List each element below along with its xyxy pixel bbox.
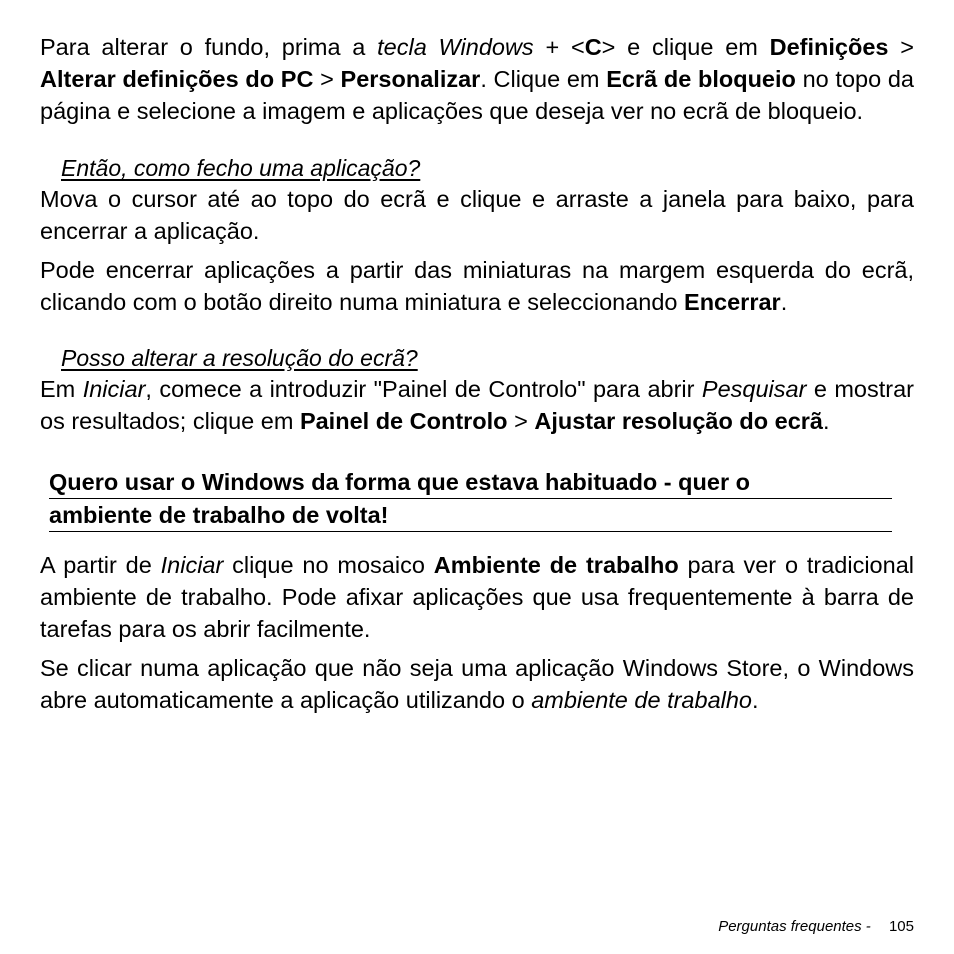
text-change-pc-settings: Alterar definições do PC (40, 66, 314, 92)
question-screen-resolution: Posso alterar a resolução do ecrã? (61, 345, 418, 371)
text-personalize: Personalizar (340, 66, 481, 92)
page-footer (718, 917, 914, 937)
text: no topo da página e selecione a imagem e aplicações que deseja ver no ecrã de bloqueio. (40, 66, 914, 124)
text: para ver o tradicional ambiente de trabalho. Pode afixar aplicações que usa frequentemente à barra de tarefas para os abrir facilmente. (40, 552, 914, 642)
text-key-c: C (584, 34, 602, 60)
text: > (888, 34, 914, 60)
text-adjust-resolution: Ajustar resolução do ecrã (534, 408, 823, 434)
text-settings: Definições (769, 34, 889, 60)
text: . (752, 687, 759, 713)
paragraph-desktop-tile (40, 549, 914, 645)
paragraph-change-background (40, 31, 914, 127)
text: Se clicar numa aplicação que não seja uma aplicação Windows Store, o Windows abre automaticamente a aplicação utilizando o (40, 655, 914, 713)
text-close: Encerrar (684, 289, 781, 315)
text: clique no mosaico (223, 552, 434, 578)
text: > e clique em (601, 34, 770, 60)
text: Em (40, 376, 83, 402)
paragraph-close-app-thumbnail (40, 254, 914, 318)
heading-line-1: Quero usar o Windows da forma que estava habituado - quer o (49, 466, 892, 499)
heading-line-2: ambiente de trabalho de volta! (49, 499, 892, 532)
text-start: Iniciar (160, 552, 224, 578)
footer-label: Perguntas frequentes - (718, 918, 875, 935)
document-page (40, 31, 914, 716)
text: A partir de (40, 552, 161, 578)
text: e mostrar os resultados; clique em (40, 376, 914, 434)
text-windows-key: tecla Windows (377, 34, 534, 60)
text: . (822, 408, 830, 434)
text: + < (533, 34, 585, 60)
paragraph-non-store-app (40, 652, 914, 716)
text: Para alterar o fundo, prima a (40, 34, 378, 60)
section-heading-desktop (49, 466, 892, 532)
text: Pode encerrar aplicações a partir das miniaturas na margem esquerda do ecrã, clicando com o botão direito numa miniatura e seleccionando (40, 257, 914, 315)
text: > (313, 66, 341, 92)
text: . (780, 289, 788, 315)
text-start: Iniciar (82, 376, 146, 402)
text-control-panel: Painel de Controlo (299, 408, 508, 434)
question-close-app: Então, como fecho uma aplicação? (61, 155, 421, 181)
text-search: Pesquisar (701, 376, 807, 402)
text-lock-screen: Ecrã de bloqueio (606, 66, 796, 92)
text-desktop-environment: ambiente de trabalho (531, 687, 752, 713)
page-number: 105 (888, 918, 914, 935)
text: > (507, 408, 535, 434)
text-desktop: Ambiente de trabalho (433, 552, 679, 578)
text: . Clique em (480, 66, 607, 92)
paragraph-screen-resolution (40, 373, 914, 437)
paragraph-close-app-drag: Mova o cursor até ao topo do ecrã e clique e arraste a janela para baixo, para encerrar a aplicação. (40, 186, 914, 244)
text: , comece a introduzir "Painel de Controlo" para abrir (145, 376, 702, 402)
